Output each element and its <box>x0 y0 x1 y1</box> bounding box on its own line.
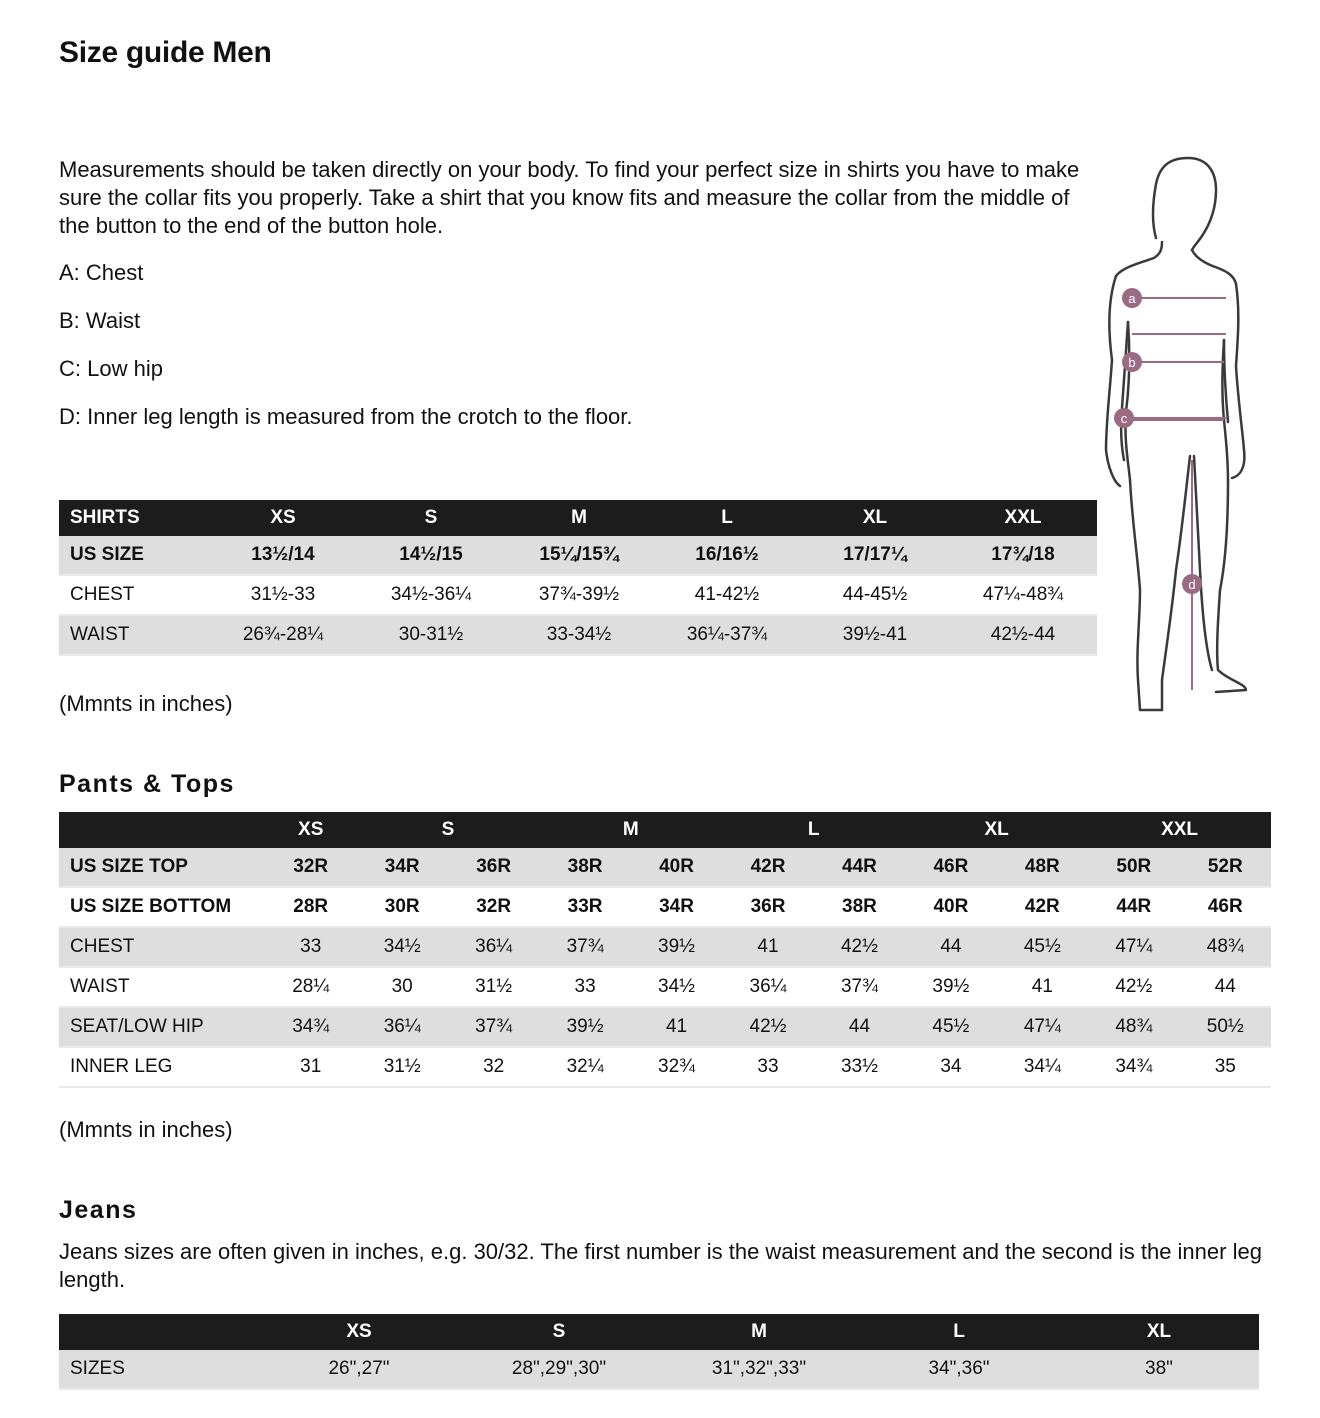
table-cell: 41 <box>997 967 1088 1007</box>
row-label: SEAT/LOW HIP <box>59 1007 265 1047</box>
table-cell: 14½/15 <box>357 536 505 575</box>
pants-header-row <box>59 812 1271 848</box>
table-row <box>59 1007 1271 1047</box>
page-title: Size guide Men <box>59 36 272 69</box>
table-cell: 33½ <box>814 1047 905 1087</box>
table-cell: 47¼ <box>997 1007 1088 1047</box>
table-cell: 17¾/18 <box>949 536 1097 575</box>
table-cell: 28",29",30" <box>459 1350 659 1389</box>
table-cell: 37¾ <box>539 927 630 967</box>
table-cell: 32¾ <box>631 1047 722 1087</box>
table-cell: 33R <box>539 887 630 927</box>
size-header-l: L <box>859 1314 1059 1350</box>
table-cell: 28¼ <box>265 967 356 1007</box>
table-cell: 42½-44 <box>949 615 1097 655</box>
table-cell: 36R <box>448 848 539 887</box>
jeans-section-title: Jeans <box>59 1196 138 1224</box>
size-header-s: S <box>459 1314 659 1350</box>
table-cell: 37¾ <box>814 967 905 1007</box>
table-cell: 34¾ <box>1088 1047 1179 1087</box>
body-outline <box>1106 158 1246 710</box>
row-label: WAIST <box>59 615 209 655</box>
size-header-xxl: XXL <box>949 500 1097 536</box>
table-cell: 48¾ <box>1180 927 1271 967</box>
pants-units-note: (Mmnts in inches) <box>59 1117 233 1142</box>
table-cell: 44R <box>1088 887 1179 927</box>
table-cell: 35 <box>1180 1047 1271 1087</box>
row-label: US SIZE BOTTOM <box>59 887 265 927</box>
size-header-xxl: XXL <box>1088 812 1271 848</box>
table-cell: 37¾-39½ <box>505 575 653 615</box>
table-cell: 26",27" <box>259 1350 459 1389</box>
size-header-m: M <box>659 1314 859 1350</box>
marker-b-label: b <box>1128 355 1136 370</box>
table-cell: 16/16½ <box>653 536 801 575</box>
table-cell: 39½ <box>539 1007 630 1047</box>
size-header-xs: XS <box>209 500 357 536</box>
table-cell: 45½ <box>997 927 1088 967</box>
table-cell: 31",32",33" <box>659 1350 859 1389</box>
table-cell: 41 <box>631 1007 722 1047</box>
table-cell: 33 <box>722 1047 813 1087</box>
table-cell: 34½ <box>631 967 722 1007</box>
table-cell: 47¼ <box>1088 927 1179 967</box>
table-cell: 44 <box>905 927 996 967</box>
table-cell: 39½ <box>905 967 996 1007</box>
table-cell: 34½ <box>356 927 447 967</box>
marker-a-label: a <box>1128 291 1136 306</box>
row-label: WAIST <box>59 967 265 1007</box>
size-header-xs: XS <box>259 1314 459 1350</box>
table-cell: 41 <box>722 927 813 967</box>
jeans-header-label <box>59 1314 259 1350</box>
row-label: CHEST <box>59 927 265 967</box>
table-cell: 31 <box>265 1047 356 1087</box>
table-cell: 30 <box>356 967 447 1007</box>
table-cell: 30-31½ <box>357 615 505 655</box>
pants-header-label <box>59 812 265 848</box>
table-cell: 45½ <box>905 1007 996 1047</box>
table-cell: 31½ <box>356 1047 447 1087</box>
table-row <box>59 575 1097 615</box>
table-cell: 40R <box>631 848 722 887</box>
size-header-m: M <box>539 812 722 848</box>
table-cell: 34¾ <box>265 1007 356 1047</box>
table-cell: 34R <box>356 848 447 887</box>
jeans-description: Jeans sizes are often given in inches, e.g. 30/32. The first number is the waist measurement and the second is the inner leg length. <box>59 1239 1262 1292</box>
table-row <box>59 848 1271 887</box>
table-cell: 48¾ <box>1088 1007 1179 1047</box>
table-cell: 44 <box>814 1007 905 1047</box>
row-label: US SIZE TOP <box>59 848 265 887</box>
table-cell: 34 <box>905 1047 996 1087</box>
table-cell: 48R <box>997 848 1088 887</box>
table-cell: 42R <box>997 887 1088 927</box>
table-cell: 33 <box>539 967 630 1007</box>
size-header-s: S <box>357 500 505 536</box>
pants-tops-size-table <box>59 812 1271 1088</box>
row-label: US SIZE <box>59 536 209 575</box>
table-cell: 32¼ <box>539 1047 630 1087</box>
shirts-header-label: SHIRTS <box>59 500 209 536</box>
table-row <box>59 1350 1259 1389</box>
body-measurement-figure <box>1096 150 1266 720</box>
table-cell: 47¼-48¾ <box>949 575 1097 615</box>
table-cell: 26¾-28¼ <box>209 615 357 655</box>
size-header-l: L <box>722 812 905 848</box>
table-cell: 32R <box>448 887 539 927</box>
table-cell: 44 <box>1180 967 1271 1007</box>
jeans-header-row <box>59 1314 1259 1350</box>
table-row <box>59 1047 1271 1087</box>
table-cell: 34½-36¼ <box>357 575 505 615</box>
table-cell: 39½ <box>631 927 722 967</box>
table-cell: 17/17¼ <box>801 536 949 575</box>
shirts-size-table <box>59 500 1097 656</box>
table-cell: 31½-33 <box>209 575 357 615</box>
table-cell: 13½/14 <box>209 536 357 575</box>
table-cell: 28R <box>265 887 356 927</box>
table-row <box>59 887 1271 927</box>
size-header-s: S <box>356 812 539 848</box>
table-row <box>59 536 1097 575</box>
table-cell: 36¼ <box>448 927 539 967</box>
table-cell: 50R <box>1088 848 1179 887</box>
table-cell: 36¼-37¾ <box>653 615 801 655</box>
table-cell: 36¼ <box>356 1007 447 1047</box>
table-cell: 34¼ <box>997 1047 1088 1087</box>
marker-d-label: d <box>1188 577 1196 592</box>
shirts-units-note: (Mmnts in inches) <box>59 691 233 716</box>
table-cell: 38R <box>814 887 905 927</box>
row-label: SIZES <box>59 1350 259 1389</box>
jeans-size-table <box>59 1314 1259 1390</box>
table-cell: 44-45½ <box>801 575 949 615</box>
table-cell: 42½ <box>814 927 905 967</box>
legend-inner-leg: D: Inner leg length is measured from the crotch to the floor. <box>59 404 633 429</box>
table-cell: 46R <box>905 848 996 887</box>
table-cell: 42R <box>722 848 813 887</box>
table-cell: 32R <box>265 848 356 887</box>
table-cell: 38" <box>1059 1350 1259 1389</box>
table-cell: 33-34½ <box>505 615 653 655</box>
table-cell: 15¼/15¾ <box>505 536 653 575</box>
table-cell: 44R <box>814 848 905 887</box>
table-cell: 31½ <box>448 967 539 1007</box>
table-cell: 36¼ <box>722 967 813 1007</box>
table-row <box>59 927 1271 967</box>
measurement-intro: Measurements should be taken directly on your body. To find your perfect size in shirts you have to make sure the collar fits you properly. Take a shirt that you know fits and measure the collar from the middle of the button to the end of the button hole. <box>59 157 1080 238</box>
table-cell: 32 <box>448 1047 539 1087</box>
shirts-header-row <box>59 500 1097 536</box>
table-cell: 38R <box>539 848 630 887</box>
table-cell: 34R <box>631 887 722 927</box>
row-label: INNER LEG <box>59 1047 265 1087</box>
table-cell: 42½ <box>722 1007 813 1047</box>
size-header-xl: XL <box>905 812 1088 848</box>
legend-waist: B: Waist <box>59 308 141 333</box>
size-header-xl: XL <box>1059 1314 1259 1350</box>
pants-section-title: Pants & Tops <box>59 770 235 798</box>
table-row <box>59 615 1097 655</box>
table-cell: 34",36" <box>859 1350 1059 1389</box>
table-cell: 40R <box>905 887 996 927</box>
legend-low-hip: C: Low hip <box>59 356 163 381</box>
size-header-xs: XS <box>265 812 356 848</box>
table-cell: 50½ <box>1180 1007 1271 1047</box>
table-cell: 33 <box>265 927 356 967</box>
table-cell: 42½ <box>1088 967 1179 1007</box>
size-header-xl: XL <box>801 500 949 536</box>
table-row <box>59 967 1271 1007</box>
table-cell: 37¾ <box>448 1007 539 1047</box>
size-header-m: M <box>505 500 653 536</box>
table-cell: 39½-41 <box>801 615 949 655</box>
table-cell: 41-42½ <box>653 575 801 615</box>
size-header-l: L <box>653 500 801 536</box>
legend-chest: A: Chest <box>59 260 144 285</box>
table-cell: 36R <box>722 887 813 927</box>
table-cell: 52R <box>1180 848 1271 887</box>
marker-c-label: c <box>1120 411 1128 426</box>
row-label: CHEST <box>59 575 209 615</box>
table-cell: 46R <box>1180 887 1271 927</box>
table-cell: 30R <box>356 887 447 927</box>
